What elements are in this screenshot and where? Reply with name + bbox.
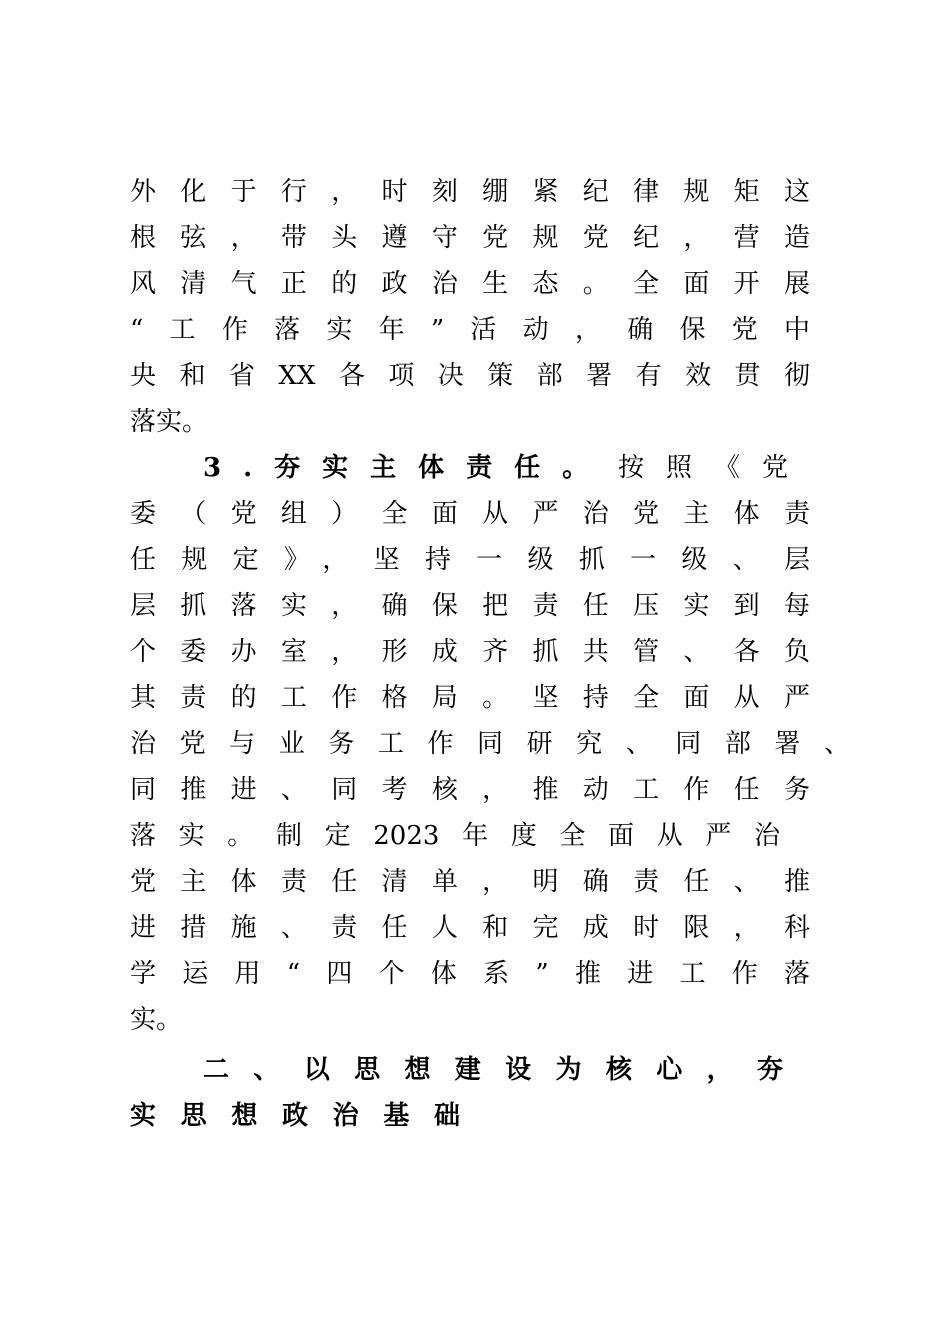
text-line: 风清气正的政治生态。全面开展 xyxy=(130,269,810,299)
text-line: 治党与业务工作同研究、同部署、 xyxy=(130,729,850,759)
section-heading: 实思想政治基础 xyxy=(130,1101,460,1131)
text-line: 进措施、责任人和完成时限，科 xyxy=(130,913,810,943)
text-line: 学运用“四个体系”推进工作落 xyxy=(130,959,810,989)
text-line: 个委办室，形成齐抓共管、各负 xyxy=(130,637,810,667)
text-line: 其责的工作格局。坚持全面从严 xyxy=(130,683,810,713)
text-line: 层抓落实，确保把责任压实到每 xyxy=(130,591,810,621)
text-line: 委（党组）全面从严治党主体责 xyxy=(130,499,810,529)
text-line: 落实。 xyxy=(130,407,209,437)
text-line: 落实。制定2023年度全面从严治 xyxy=(130,821,780,851)
section-heading: 二、以思想建设为核心，夯 xyxy=(203,1055,783,1085)
text-line: 根弦，带头遵守党规党纪，营造 xyxy=(130,223,810,253)
text-line: 任规定》，坚持一级抓一级、层 xyxy=(130,545,810,575)
subheading-bold: 3.夯实主体责任。 xyxy=(203,453,611,483)
text-line: 同推进、同考核，推动工作任务 xyxy=(130,775,810,805)
text-line: “工作落实年”活动，确保党中 xyxy=(130,315,810,345)
text-line: 实。 xyxy=(130,1005,183,1035)
text-line: 央和省XX各项决策部署有效贯彻 xyxy=(130,361,810,391)
text-line: 党主体责任清单，明确责任、推 xyxy=(130,867,810,897)
text-line: 外化于行，时刻绷紧纪律规矩这 xyxy=(130,177,810,207)
subheading-text: 按照《党 xyxy=(617,453,810,483)
subheading-line xyxy=(203,448,810,488)
